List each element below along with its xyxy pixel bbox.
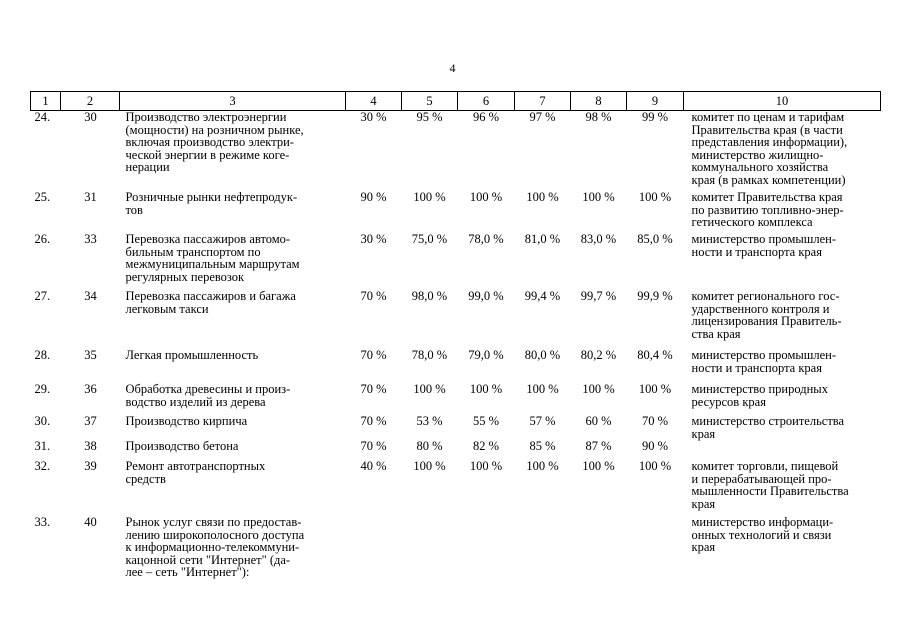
responsible-body: комитет Правительства края по развитию топливно-энер- гетического комплекса [691, 190, 844, 229]
indicator-value: 99,0 % [468, 289, 504, 303]
table-row [31, 440, 881, 460]
indicator-value: 100 % [582, 459, 615, 473]
table-row [31, 383, 881, 415]
market-name: Ремонт автотранспортных средств [125, 459, 266, 486]
indicator-value: 100 % [413, 382, 446, 396]
row-code: 30 [84, 110, 97, 124]
column-header: 5 [402, 92, 458, 111]
indicator-value: 85,0 % [637, 232, 673, 246]
indicator-value: 96 % [472, 110, 500, 124]
indicator-value [402, 516, 458, 586]
table-row [31, 290, 881, 349]
row-code: 39 [84, 459, 97, 473]
row-code: 35 [84, 348, 97, 362]
indicator-value: 99,7 % [580, 289, 617, 303]
market-name: Производство кирпича [125, 414, 248, 428]
row-number: 30. [34, 414, 51, 428]
responsible-body: министерство информаци- онных технологий и связи края [691, 515, 834, 554]
column-header: 7 [515, 92, 571, 111]
indicator-value: 81,0 % [524, 232, 561, 246]
header-row [31, 92, 881, 111]
column-header: 9 [627, 92, 684, 111]
table-row [31, 516, 881, 586]
indicator-value: 100 % [638, 459, 672, 473]
indicator-value: 53 % [416, 414, 443, 428]
indicator-value: 80 % [416, 439, 443, 453]
indicator-value [346, 516, 402, 586]
indicator-value: 40 % [360, 459, 387, 473]
indicator-value: 98 % [585, 110, 612, 124]
indicator-value: 80,4 % [637, 348, 673, 362]
indicator-value: 70 % [360, 439, 387, 453]
indicator-value [627, 516, 684, 586]
responsible-body: комитет по ценам и тарифам Правительства края (в части представления информации), министерство жилищно- коммунального хозяйства края (в рамках компетенции) [691, 110, 848, 187]
indicator-value: 80,0 % [524, 348, 561, 362]
market-name: Производство электроэнергии (мощности) на розничном рынке, включая производство электри- ческой энергии в режиме коге- нерации [125, 110, 304, 174]
indicator-value: 100 % [638, 190, 672, 204]
indicator-value [515, 516, 571, 586]
indicator-value: 99,9 % [637, 289, 673, 303]
indicator-value: 80,2 % [580, 348, 617, 362]
indicator-value: 87 % [585, 439, 612, 453]
column-header: 6 [458, 92, 515, 111]
indicator-value: 99 % [641, 110, 669, 124]
page-number: 4 [449, 61, 456, 75]
indicator-value: 100 % [582, 190, 615, 204]
row-code: 36 [84, 382, 97, 396]
row-number: 25. [34, 190, 51, 204]
indicator-value: 82 % [472, 439, 500, 453]
column-header: 2 [61, 92, 120, 111]
row-code: 40 [84, 515, 97, 529]
responsible-body: министерство строительства края [691, 414, 845, 441]
indicator-value: 78,0 % [468, 232, 504, 246]
table-row [31, 349, 881, 383]
table-row [31, 415, 881, 440]
column-header: 3 [120, 92, 346, 111]
indicator-value: 70 % [360, 289, 387, 303]
indicator-value: 75,0 % [411, 232, 448, 246]
responsible-body: комитет торговли, пищевой и перерабатывающей про- мышленности Правительства края [691, 459, 849, 511]
row-number: 29. [34, 382, 51, 396]
row-number: 27. [34, 289, 51, 303]
indicator-value: 100 % [526, 382, 559, 396]
market-name: Перевозка пассажиров автомо- бильным транспортом по межмуниципальным маршрутам регулярных перевозок [125, 232, 300, 284]
indicator-value: 100 % [469, 459, 503, 473]
table-row [31, 191, 881, 233]
responsible-body: министерство промышлен- ности и транспорта края [691, 232, 837, 259]
responsible-body [684, 440, 881, 460]
indicator-value: 100 % [413, 190, 446, 204]
column-header: 8 [571, 92, 627, 111]
row-number: 28. [34, 348, 51, 362]
indicator-value: 90 % [360, 190, 387, 204]
row-code: 38 [84, 439, 97, 453]
column-header: 4 [346, 92, 402, 111]
market-name: Производство бетона [125, 439, 239, 453]
indicator-value: 98,0 % [411, 289, 448, 303]
row-code: 31 [84, 190, 97, 204]
indicator-value: 100 % [638, 382, 672, 396]
indicator-value: 85 % [529, 439, 556, 453]
indicator-value: 100 % [526, 459, 559, 473]
row-number: 24. [34, 110, 51, 124]
table-row [31, 460, 881, 516]
indicator-value: 100 % [582, 382, 615, 396]
responsible-body: министерство природных ресурсов края [691, 382, 828, 409]
indicator-value: 79,0 % [468, 348, 504, 362]
row-number: 32. [34, 459, 51, 473]
indicator-value: 70 % [360, 348, 387, 362]
row-code: 33 [84, 232, 97, 246]
indicator-value: 95 % [416, 110, 443, 124]
row-number: 31. [34, 439, 51, 453]
indicator-value: 83,0 % [580, 232, 617, 246]
market-name: Рынок услуг связи по предостав- лению широкополосного доступа к информационно-телекоммуни- кацонной сети "Интернет" (да- лее – сеть "Интернет"): [125, 515, 305, 579]
indicator-value: 90 % [641, 439, 669, 453]
responsible-body: министерство промышлен- ности и транспорта края [691, 348, 837, 375]
market-name: Розничные рынки нефтепродук- тов [125, 190, 298, 217]
market-name: Легкая промышленность [125, 348, 259, 362]
indicator-value: 78,0 % [411, 348, 448, 362]
indicator-value: 99,4 % [524, 289, 561, 303]
indicator-value: 100 % [526, 190, 559, 204]
indicator-value [458, 516, 515, 586]
indicator-value [571, 516, 627, 586]
indicator-value: 100 % [469, 382, 503, 396]
indicator-value: 100 % [413, 459, 446, 473]
indicator-value: 100 % [469, 190, 503, 204]
column-header: 10 [684, 92, 881, 111]
table-row [31, 111, 881, 192]
indicator-value: 70 % [360, 382, 387, 396]
market-name: Перевозка пассажиров и багажа легковым такси [125, 289, 296, 316]
indicator-value: 60 % [585, 414, 612, 428]
table-row [31, 233, 881, 290]
market-name: Обработка древесины и произ- водство изделий из дерева [125, 382, 291, 409]
indicator-value: 70 % [360, 414, 387, 428]
column-header: 1 [31, 92, 61, 111]
indicators-table [30, 91, 881, 586]
indicator-value: 30 % [360, 110, 387, 124]
indicator-value: 55 % [472, 414, 500, 428]
indicator-value: 70 % [641, 414, 669, 428]
responsible-body: комитет регионального гос- ударственного контроля и лицензирования Правитель- ства края [691, 289, 842, 341]
row-code: 37 [84, 414, 97, 428]
indicator-value: 30 % [360, 232, 387, 246]
row-number: 26. [34, 232, 51, 246]
indicator-value: 57 % [529, 414, 556, 428]
row-number: 33. [34, 515, 51, 529]
indicator-value: 97 % [529, 110, 556, 124]
row-code: 34 [84, 289, 97, 303]
